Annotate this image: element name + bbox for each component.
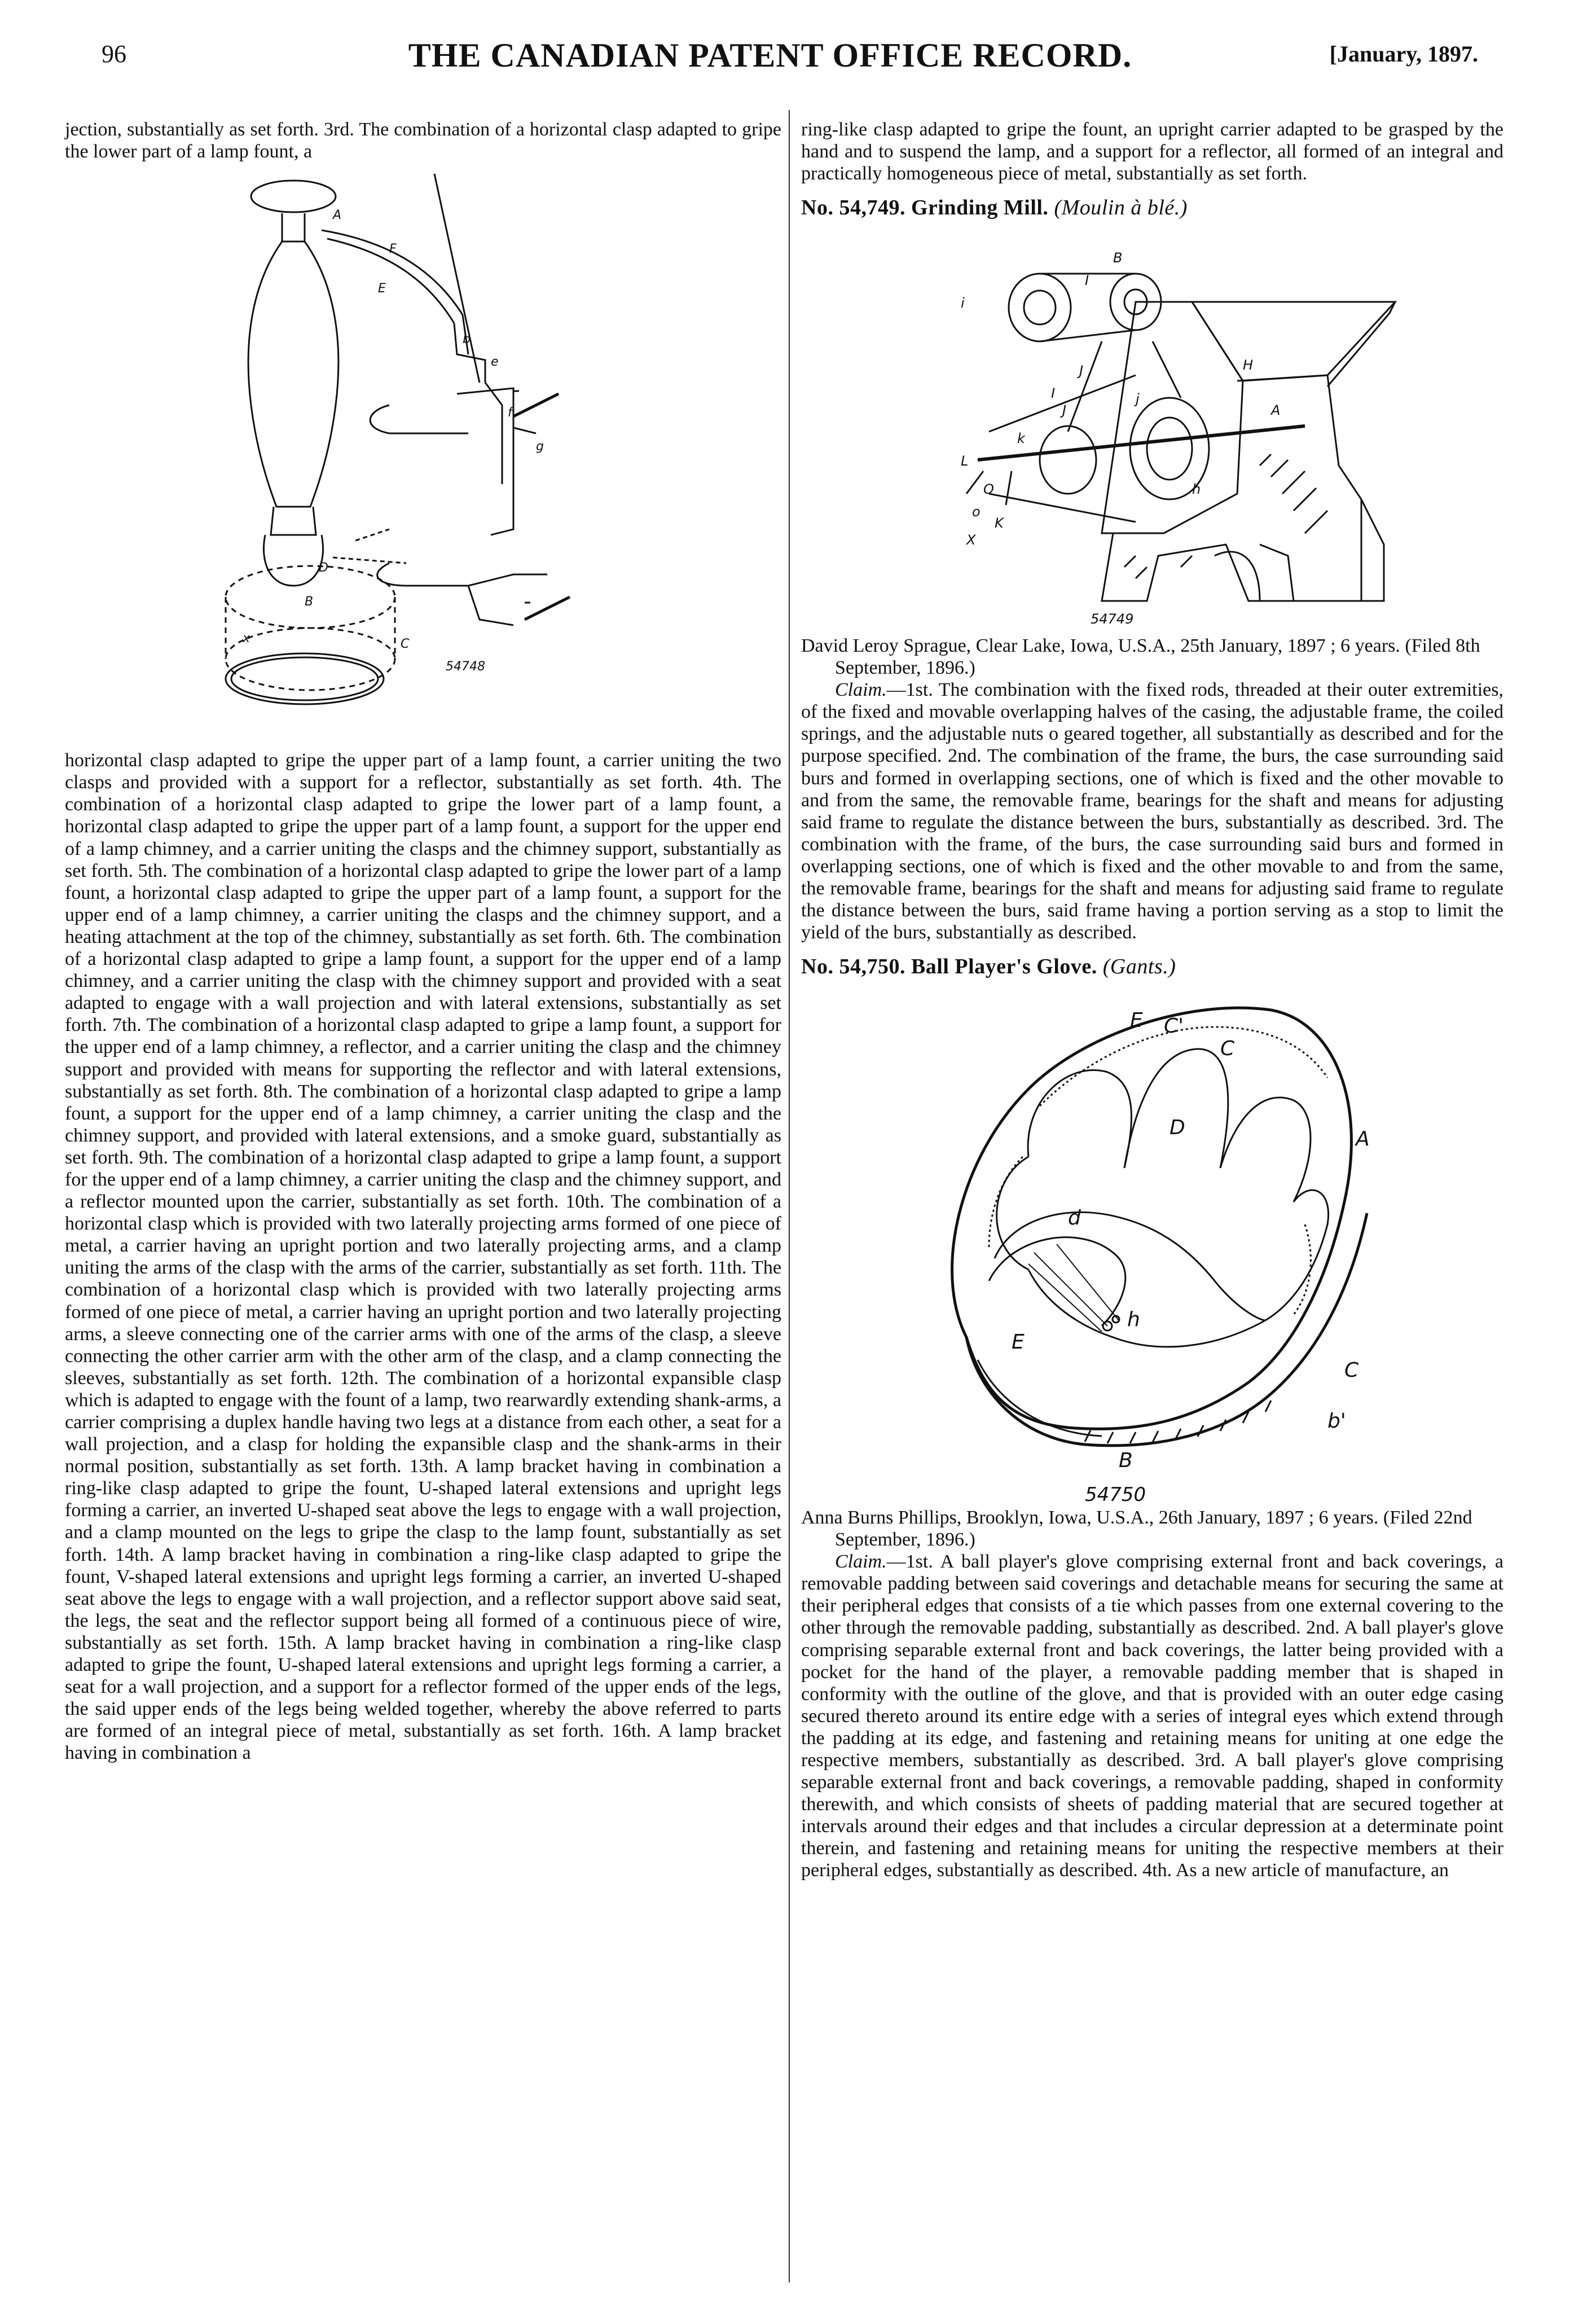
- svg-text:f: f: [508, 406, 512, 420]
- left-claims-text: horizontal clasp adapted to gripe the upper part of a lamp fount, a carrier uniting the two clasps and provided with a support for a reflector, substantially as set forth. 4th. The combination of a horizontal clasp adapted to gripe the lower part of a lamp fount, a horizontal clasp adapted to gripe the upper part of a lamp fount, a support for the upper end of a lamp chimney, and a carrier uniting the clasps and the chimney support, substantially as set forth. 5th. The combination of a horizontal clasp adapted to gripe the lower part of a lamp fount, a horizontal clasp adapted to gripe the upper part of a lamp fount, a support for the upper end of a lamp chimney, a carrier uniting the clasps and the chimney support, and a heating attachment at the top of the chimney, substantially as set forth. 6th. The combination of a horizontal clasp adapted to gripe a lamp fount, a support for the upper end of a lamp chimney, and a carrier uniting the clasp with the chimney support and provided with a seat adapted to engage with a wall projection and with lateral extensions, substantially as set forth. 7th. The combination of a horizontal clasp adapted to gripe a lamp fount, a support for the upper end of a lamp chimney, a reflector, and a carrier uniting the clasp and the chimney support and provided with means for supporting the reflector and with lateral extensions, substantially as set forth. 8th. The combination of a horizontal clasp adapted to gripe a lamp fount, a support for the upper end of a lamp chimney, a carrier uniting the clasp and the chimney support, and provided with lateral extensions, and a smoke guard, substantially as set forth. 9th. The combination of a horizontal clasp adapted to gripe a lamp fount, a support for the upper end of a lamp chimney, a carrier uniting the clasp and the chimney support, and a reflector mounted upon the carrier, substantially as set forth. 10th. The combination of a horizontal clasp which is provided with two laterally projecting arms formed of one piece of metal, a carrier having an upright portion and two laterally projecting arms, and a clamp uniting the arms of the clasp with the arms of the carrier, substantially as set forth. 11th. The combination of a horizontal clasp which is provided with two laterally projecting arms formed of one piece of metal, a carrier having an upright portion and two laterally projecting arms, a sleeve connecting one of the carrier arms with one of the arms of the clasp, a sleeve connecting the other carrier arm with the other arm of the clasp, and a clamp connecting the sleeves, substantially as set forth. 12th. The combination of a horizontal expansible clasp which is adapted to engage with the fount of a lamp, two rearwardly extending shank-arms, a carrier comprising a duplex handle having two legs at a distance from each other, a seat for a wall projection, and a clasp for holding the expansible clasp and the shank-arms in their normal position, substantially as set forth. 13th. A lamp bracket having in combination a ring-like clasp adapted to gripe the fount, U-shaped lateral extensions and upright legs forming a carrier, an inverted U-shaped seat above the legs to engage with a wall projection, and a clamp mounted on the legs to gripe the clasp to the lamp fount, substantially as set forth. 14th. A lamp bracket having in combination a ring-like clasp adapted to gripe the fount, V-shaped lateral extensions and upright legs forming a carrier, an inverted U-shaped seat above the legs to engage with a wall projection, and a reflector support above said seat, the legs, the seat and the reflector support being all formed of a continuous piece of wire, substantially as set forth. 15th. A lamp bracket having in combination a ring-like clasp adapted to gripe the fount, U-shaped lateral extensions and upright legs forming a carrier, a seat for a wall projection, and a support for a reflector formed of the upper ends of the legs, the said upper ends of the legs being welded together, whereby the above referred to parts are formed of an integral piece of metal, substantially as set forth. 16th. A lamp bracket having in combination a: [65, 750, 781, 1764]
- svg-text:J: J: [1079, 362, 1083, 379]
- svg-text:i: i: [960, 295, 965, 311]
- lamp-bracket-figure: [220, 168, 626, 744]
- lamp-figure-number: 54748: [446, 660, 485, 674]
- svg-text:I: I: [1084, 272, 1089, 288]
- right-column: [801, 118, 1503, 1882]
- entry-heading-54750: [801, 955, 1503, 980]
- mill-figure-number: 54749: [1090, 611, 1133, 627]
- ball-glove-figure: [899, 987, 1406, 1507]
- svg-text:K: K: [994, 515, 1004, 531]
- svg-text:I: I: [1050, 385, 1055, 401]
- entry-title: Ball Player's Glove.: [911, 955, 1097, 979]
- svg-text:B: B: [305, 595, 314, 609]
- svg-text:o: o: [971, 503, 981, 520]
- svg-text:j: j: [1135, 390, 1140, 407]
- svg-text:D: D: [319, 561, 328, 576]
- svg-text:F: F: [389, 242, 397, 257]
- svg-text:C: C: [401, 637, 410, 652]
- column-divider: [789, 110, 790, 2282]
- claim-text: —1st. A ball player's glove comprising external front and back coverings, a removable padding between said coverings and detachable means for securing the same at their peripheral edges that consists of a tie which passes from one external covering to the other through the removable padding, substantially as described. 2nd. A ball player's glove comprising separable external front and back coverings, the latter being provided with a pocket for the hand of the player, a removable padding member that is shaped in conformity with the outline of the glove, and that is provided with an outer edge casing secured thereto around its entire edge with a series of integral eyes which extend through the padding at its edge, and fastening and retaining means for uniting at one edge the respective members, substantially as described. 3rd. A ball player's glove comprising separable external front and back coverings, a removable padding, shaped in conformity therewith, and which consists of sheets of padding material that are secured together at intervals around their edges and that includes a circular depression at a determinate point therein, and fastening and retaining means for uniting the respective members at their peripheral edges, substantially as described. 4th. As a new article of manufacture, an: [801, 1551, 1503, 1881]
- svg-text:J: J: [1062, 402, 1066, 418]
- svg-text:d: d: [1067, 1206, 1081, 1230]
- left-continuation-text: jection, substantially as set forth. 3rd. The combination of a horizontal clasp adapted to gripe the lower part of a lamp fount, a: [65, 119, 781, 163]
- svg-text:A: A: [1355, 1127, 1370, 1151]
- svg-text:x: x: [243, 631, 250, 646]
- svg-text:k: k: [1017, 430, 1025, 446]
- claims-54750: [801, 1551, 1503, 1881]
- publication-title: THE CANADIAN PATENT OFFICE RECORD.: [408, 37, 1132, 74]
- svg-text:C': C': [1163, 1014, 1184, 1038]
- svg-text:E: E: [378, 282, 386, 296]
- inventor-54750: Anna Burns Phillips, Brooklyn, Iowa, U.S.A., 26th January, 1897 ; 6 years. (Filed 22nd September, 1896.): [801, 1507, 1472, 1551]
- svg-text:E: E: [1011, 1330, 1025, 1354]
- glove-figure-number: 54750: [1084, 1483, 1146, 1506]
- svg-text:L: L: [960, 453, 968, 469]
- svg-text:B: B: [1118, 1448, 1133, 1472]
- claims-54749: [801, 679, 1503, 943]
- svg-text:X: X: [966, 532, 975, 548]
- claim-label: Claim.: [835, 1551, 887, 1573]
- svg-text:h: h: [1191, 481, 1201, 497]
- svg-text:E: E: [1129, 1008, 1143, 1032]
- svg-text:B: B: [1113, 249, 1122, 266]
- svg-text:O: O: [983, 481, 994, 497]
- entry-heading-54749: [801, 196, 1503, 221]
- entry-number: No. 54,749.: [801, 196, 905, 220]
- svg-text:H: H: [1242, 357, 1253, 373]
- issue-date: [January, 1897.: [1329, 41, 1478, 67]
- entry-french-title: (Moulin à blé.): [1054, 196, 1188, 220]
- svg-text:C: C: [1220, 1037, 1234, 1060]
- page-header: [62, 39, 1478, 85]
- svg-text:h: h: [1127, 1307, 1140, 1331]
- page-number: 96: [102, 40, 126, 68]
- svg-text:g: g: [536, 440, 544, 454]
- entry-title: Grinding Mill.: [911, 196, 1049, 220]
- inventor-54749: David Leroy Sprague, Clear Lake, Iowa, U.S.A., 25th January, 1897 ; 6 years. (Filed 8th September, 1896.): [801, 635, 1480, 679]
- svg-text:C: C: [1344, 1358, 1358, 1382]
- svg-text:e: e: [491, 355, 499, 370]
- svg-text:b: b: [463, 332, 471, 347]
- right-continuation-text: ring-like clasp adapted to gripe the fount, an upright carrier adapted to be grasped by the hand and to suspend the lamp, and a support for a reflector, all formed of an integral and practically homogeneous piece of metal, substantially as set forth.: [801, 119, 1503, 185]
- entry-number: No. 54,750.: [801, 955, 905, 979]
- left-column: [65, 118, 781, 1764]
- entry-french-title: (Gants.): [1102, 955, 1176, 979]
- svg-text:A: A: [1270, 402, 1280, 418]
- claim-text: —1st. The combination with the fixed rods, threaded at their outer extremities, of the fixed and movable overlapping halves of the casing, the adjustable frame, the coiled springs, and the adjustable nuts o geared together, all substantially as described and for the purpose specified. 2nd. The combination of the frame, the burs, the case surrounding said burs and formed in overlapping sections, one of which is fixed and the other movable to and from the same, the removable frame, bearings for the shaft and means for adjusting said frame to regulate the distance between the burs, substantially as described. 3rd. The combination with the frame, of the burs, the case surrounding said burs and formed in overlapping sections, one of which is fixed and the other movable to and from the same, the removable frame, bearings for the shaft and means for adjusting said frame to regulate the distance between the burs, said frame having a portion serving as a stop to limit the yield of the burs, substantially as described.: [801, 679, 1503, 943]
- svg-text:D: D: [1169, 1116, 1185, 1139]
- svg-text:b': b': [1327, 1409, 1346, 1433]
- claim-label: Claim.: [835, 679, 887, 701]
- svg-text:A: A: [333, 208, 342, 223]
- grinding-mill-figure: [899, 229, 1406, 635]
